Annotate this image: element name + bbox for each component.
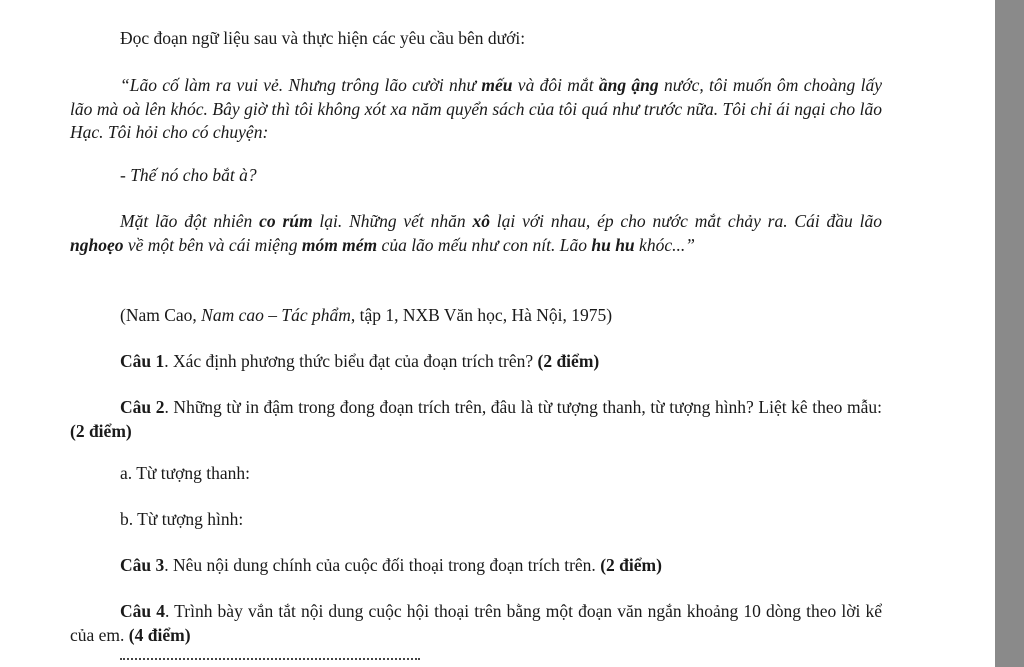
cut-off-line	[120, 658, 420, 663]
bold-word-meu: mếu	[481, 75, 513, 95]
excerpt-dialogue: - Thế nó cho bắt à?	[120, 165, 257, 185]
question-1: Câu 1. Xác định phương thức biểu đạt của đoạn trích trên? (2 điểm)	[120, 351, 600, 371]
question-3: Câu 3. Nêu nội dung chính của cuộc đối thoại trong đoạn trích trên. (2 điểm)	[120, 555, 662, 575]
answer-line-a: a. Từ tượng thanh:	[120, 463, 250, 483]
bold-word-ang-ang: ầng ậng	[598, 75, 659, 95]
source-citation: (Nam Cao, Nam cao – Tác phẩm, tập 1, NXB Văn học, Hà Nội, 1975)	[120, 305, 613, 325]
question-2: Câu 2. Những từ in đậm trong đong đoạn trích trên, đâu là từ tượng thanh, từ tượng hình? Liệt kê theo mẫu: (2 điểm)	[70, 397, 882, 441]
instruction-text: Đọc đoạn ngữ liệu sau và thực hiện các yêu cầu bên dưới:	[120, 28, 526, 48]
question-4: Câu 4. Trình bày vắn tắt nội dung cuộc hội thoại trên bằng một đoạn văn ngắn khoảng 10 dòng theo lời kể của em. (4 điểm)	[70, 601, 882, 645]
excerpt-paragraph-3: Mặt lão đột nhiên co rúm lại. Những vết nhăn xô lại với nhau, ép cho nước mắt chảy ra. Cái đầu lão nghoẹo về một bên và cái miệng móm mém của lão mếu như con nít. Lão hu hu khóc...”	[70, 211, 882, 255]
scrollbar-track[interactable]	[995, 0, 1024, 667]
bold-word-co-rum: co rúm	[259, 211, 313, 231]
answer-line-b: b. Từ tượng hình:	[120, 509, 244, 529]
bold-word-xo: xô	[472, 211, 490, 231]
bold-word-nghoeo: nghoẹo	[70, 234, 124, 255]
bold-word-hu-hu: hu hu	[591, 234, 635, 255]
excerpt-paragraph-1: “Lão cố làm ra vui vẻ. Nhưng trông lão cười như mếu và đôi mắt ầng ậng nước, tôi muốn ôm choàng lấy lão mà oà lên khóc. Bây giờ thì tôi không xót xa năm quyển sách của tôi quá như trước nữa. Tôi chỉ ái ngại cho lão Hạc. Tôi hỏi cho có chuyện:	[70, 75, 882, 142]
source-title: Nam cao – Tác phẩm	[201, 305, 351, 325]
bold-word-mom-mem: móm mém	[301, 234, 378, 255]
